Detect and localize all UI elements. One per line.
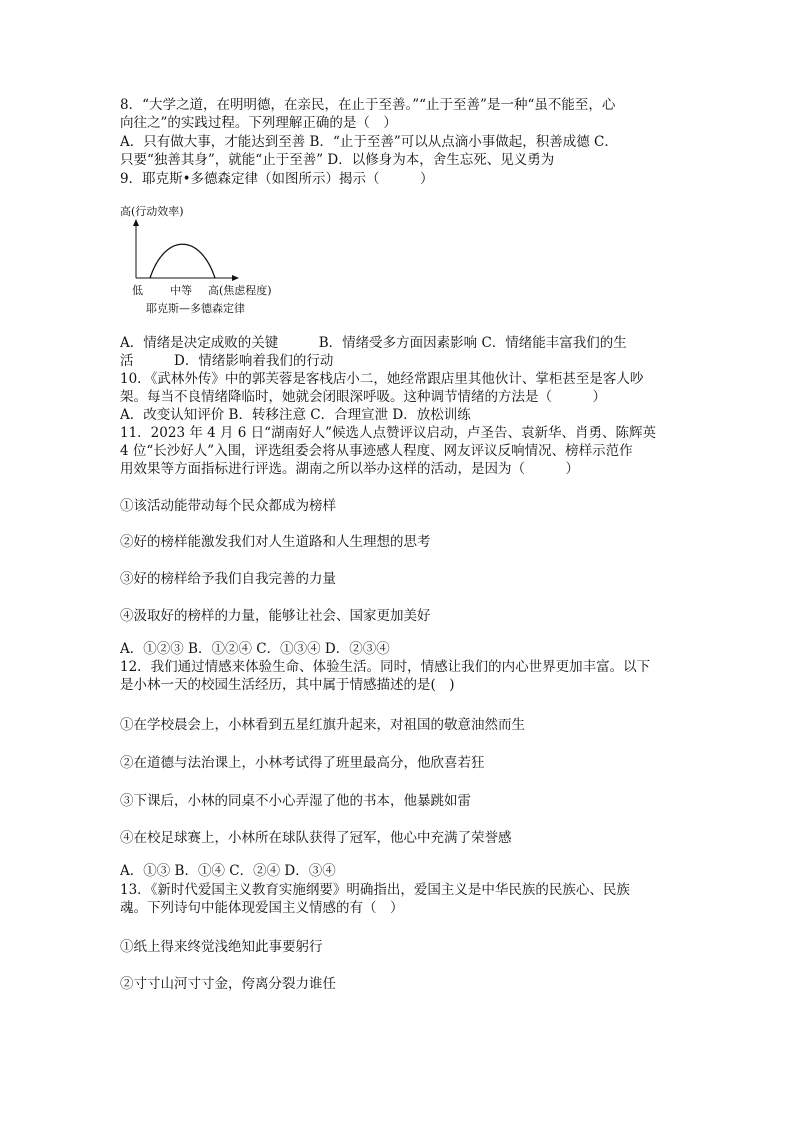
- q12-item-1: ①在学校晨会上，小林看到五星红旗升起来，对祖国的敬意油然而生: [120, 717, 525, 733]
- q11-stem-line-2: 4 位“长沙好人”入围，评选组委会将从事迹感人程度、网友评议反响情况、榜样示范作: [120, 443, 633, 459]
- q8-options-line-2: 只要“独善其身”，就能“止于至善” D．以修身为本，舍生忘死、见义勇为: [120, 152, 555, 168]
- q9-options-line-1: A．情绪是决定成败的关键 B．情绪受多方面因素影响 C．情绪能丰富我们的生: [120, 335, 627, 351]
- figure-x-label-high: 高(焦虑程度): [208, 284, 272, 297]
- figure-caption: 耶克斯—多德森定律: [146, 302, 245, 315]
- q9-options-line-2: 活 D．情绪影响着我们的行动: [120, 353, 334, 369]
- q11-item-2: ②好的榜样能激发我们对人生道路和人生理想的思考: [120, 534, 431, 550]
- q13-item-1: ①纸上得来终觉浅绝知此事要躬行: [120, 939, 323, 955]
- q12-stem-line-1: 12．我们通过情感来体验生命、体验生活。同时，情感让我们的内心世界更加丰富。以下: [120, 659, 651, 675]
- yerkes-dodson-figure: [120, 200, 320, 318]
- y-axis-arrow: [133, 219, 139, 226]
- q12-item-3: ③下课后，小林的同桌不小心弄湿了他的书本，他暴跳如雷: [120, 793, 471, 809]
- q11-stem-line-3: 用效果等方面指标进行评选。湖南之所以举办这样的活动，是因为（ ）: [120, 461, 579, 477]
- q13-stem-line-1: 13．《新时代爱国主义教育实施纲要》明确指出，爱国主义是中华民族的民族心、民族: [120, 882, 630, 898]
- q9-stem: 9．耶克斯•多德森定律（如图所示）揭示（ ）: [120, 171, 434, 187]
- q12-stem-line-2: 是小林一天的校园生活经历，其中属于情感描述的是( ): [120, 677, 455, 693]
- q11-item-3: ③好的榜样给予我们自我完善的力量: [120, 571, 336, 587]
- x-axis-arrow: [232, 275, 239, 281]
- figure-x-label-low: 低: [132, 284, 143, 297]
- q10-options: A．改变认知评价 B．转移注意 C．合理宣泄 D．放松训练: [120, 407, 471, 423]
- q12-options: A．①③ B．①④ C．②④ D．③④: [120, 863, 336, 879]
- q12-item-4: ④在校足球赛上，小林所在球队获得了冠军，他心中充满了荣誉感: [120, 830, 512, 846]
- q13-item-2: ②寸寸山河寸寸金，侉离分裂力谁任: [120, 976, 336, 992]
- performance-curve: [150, 244, 215, 278]
- q8-stem-line-2: 向往之”的实践过程。下列理解正确的是（ ）: [120, 115, 397, 131]
- q12-item-2: ②在道德与法治课上，小林考试得了班里最高分，他欣喜若狂: [120, 755, 485, 771]
- q11-stem-line-1: 11．2023 年 4 月 6 日“湖南好人”候选人点赞评议启动，卢圣告、袁新华、肖勇、陈辉英: [120, 425, 656, 441]
- q10-stem-line-2: 架。每当不良情绪降临时，她就会闭眼深呼吸。这种调节情绪的方法是（ ）: [120, 389, 606, 405]
- q8-stem-line-1: 8．“大学之道，在明明德，在亲民，在止于至善。”“止于至善”是一种“虽不能至，心: [120, 97, 616, 113]
- q11-item-1: ①该活动能带动每个民众都成为榜样: [120, 498, 336, 514]
- q8-options-line-1: A．只有做大事，才能达到至善 B．“止于至善”可以从点滴小事做起，积善成德 C．: [120, 134, 618, 150]
- figure-y-axis-label: 高(行动效率): [120, 205, 184, 218]
- figure-x-label-mid: 中等: [170, 284, 192, 297]
- q13-stem-line-2: 魂。下列诗句中能体现爱国主义情感的有（ ）: [120, 900, 404, 916]
- q10-stem-line-1: 10．《武林外传》中的郭芙蓉是客栈店小二，她经常跟店里其他伙计、掌柜甚至是客人吵: [120, 371, 644, 387]
- q11-item-4: ④汲取好的榜样的力量，能够让社会、国家更加美好: [120, 608, 431, 624]
- q11-options: A．①②③ B．①②④ C．①③④ D．②③④: [120, 641, 390, 657]
